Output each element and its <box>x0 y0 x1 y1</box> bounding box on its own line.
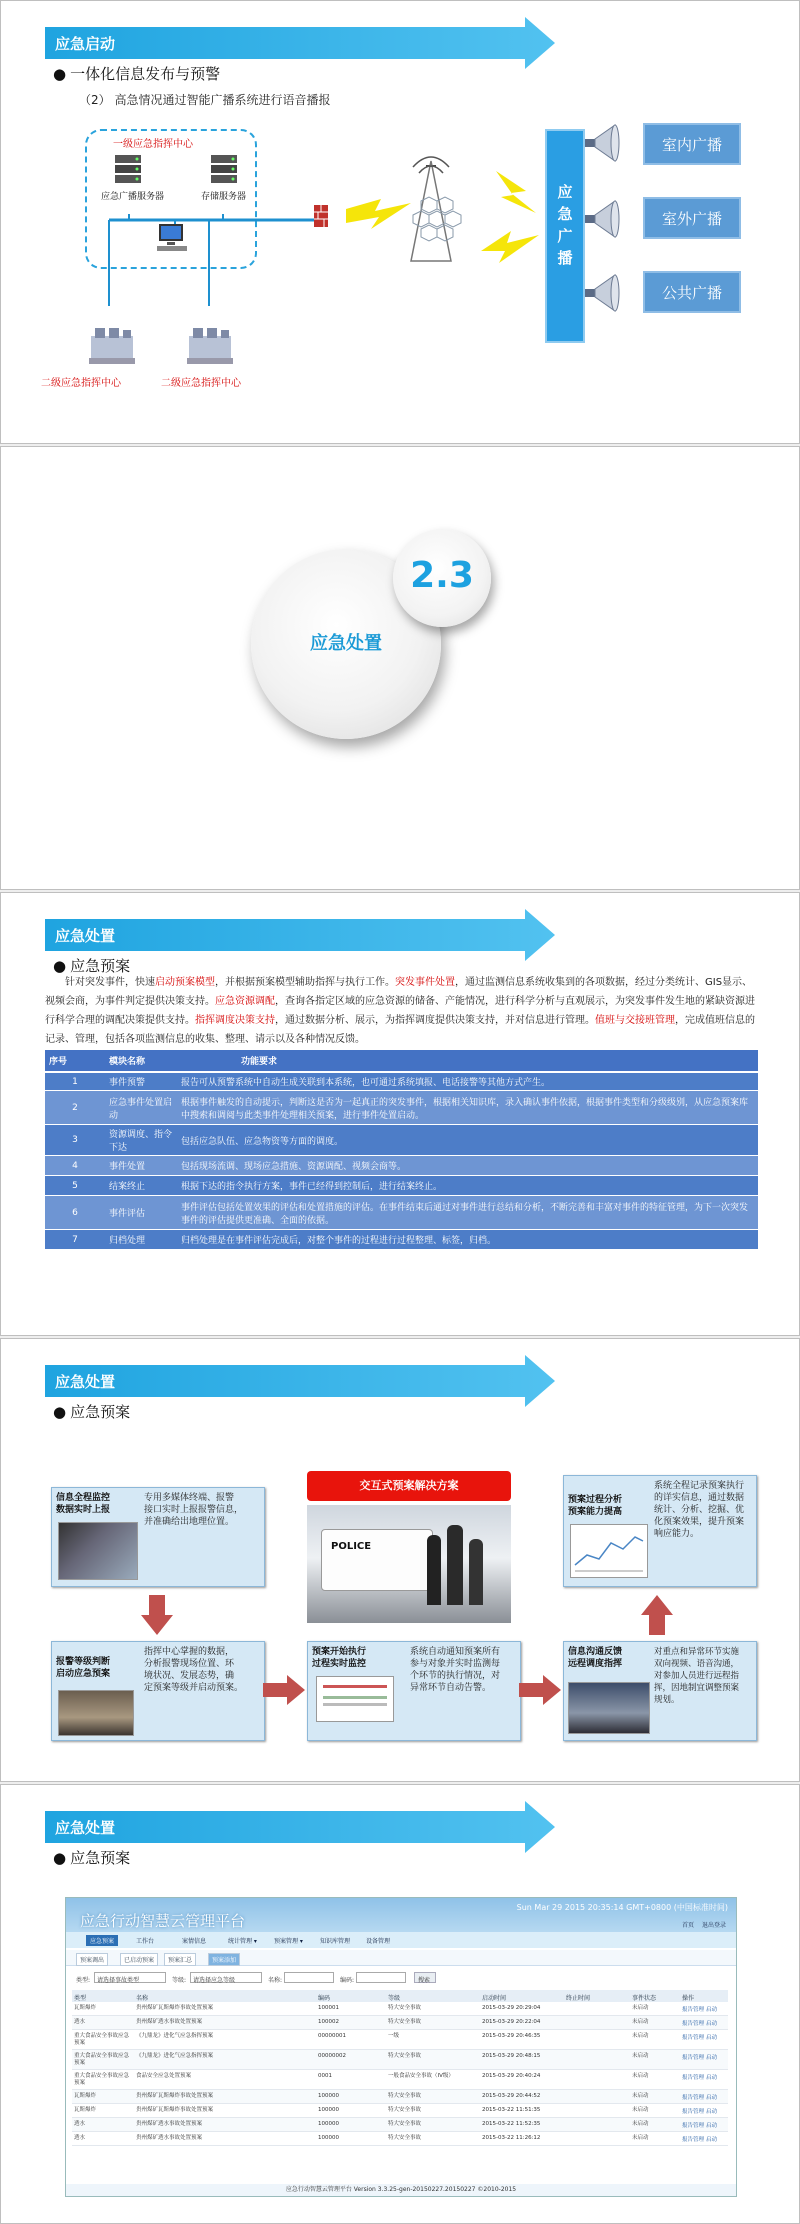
banner-arrow-shape <box>45 1801 555 1853</box>
module-table <box>45 1050 758 1250</box>
slide-platform-screenshot <box>0 1784 800 2224</box>
table-cell: 特大安全事故 <box>388 2121 422 2127</box>
branch-center-1-label: 二级应急指挥中心 <box>41 378 121 389</box>
table-cell: 2015-03-29 20:40:24 <box>482 2073 541 2079</box>
banner-arrow-shape <box>45 1355 555 1407</box>
meeting-room-photo-thumb <box>568 1682 650 1734</box>
row-module: 事件预警 <box>105 1072 177 1091</box>
row-module: 资源调度、指令下达 <box>105 1125 177 1156</box>
table-cell: 100001 <box>318 2005 339 2011</box>
report-manage-link[interactable]: 报告管理 <box>682 2109 705 2115</box>
report-manage-link[interactable]: 报告管理 <box>682 2055 705 2061</box>
table-cell: 2015-03-29 20:22:04 <box>482 2019 541 2025</box>
platform-window <box>65 1897 737 2197</box>
flow-box-feedback <box>563 1641 757 1741</box>
table-cell: 特大安全事故 <box>388 2053 422 2059</box>
start-link[interactable]: 启动 <box>706 2055 718 2061</box>
nav-item[interactable]: 统计管理 ▾ <box>228 1938 257 1945</box>
platform-footer: 应急行动智慧云管理平台 Version 3.3.25-gen-20150227.20150227 ©2010-2015 <box>66 2184 736 2196</box>
banner-title: 应急处置 <box>55 1373 116 1391</box>
row-module: 归档处理 <box>105 1230 177 1250</box>
start-link[interactable]: 启动 <box>706 2123 718 2129</box>
sub-heading: （2） 高急情况通过智能广播系统进行语音播报 <box>79 93 331 107</box>
table-cell: 特大安全事故 <box>388 2019 422 2025</box>
slide-emergency-plan-table <box>0 892 800 1336</box>
column-header: 事件状态 <box>632 1995 657 2002</box>
table-row[interactable] <box>72 2002 728 2016</box>
table-row[interactable] <box>72 2090 728 2104</box>
table-cell: 未启动 <box>632 2019 649 2025</box>
table-cell: 贵州煤矿瓦斯爆炸事故处置预案 <box>136 2107 214 2113</box>
platform-tabs <box>66 1950 736 1966</box>
column-header: 启动时间 <box>482 1995 507 2002</box>
solution-title: 交互式预案解决方案 <box>307 1471 511 1501</box>
tab-item[interactable]: 预案汇总 <box>164 1953 196 1966</box>
table-cell: 100002 <box>318 2019 339 2025</box>
table-row <box>45 1156 758 1176</box>
section-banner <box>45 1801 555 1853</box>
table-cell: 贵州煤矿透水事故处置预案 <box>136 2121 203 2127</box>
filter-type-label: 类型: <box>76 1977 91 1984</box>
start-link[interactable]: 启动 <box>706 2095 718 2101</box>
speaker-public-icon <box>585 273 621 313</box>
execution-screenshot-thumb <box>316 1676 394 1722</box>
platform-clock: Sun Mar 29 2015 20:35:14 GMT+0800 (中国标准时间) <box>516 1903 728 1912</box>
flow-box-alarm-level <box>51 1641 265 1741</box>
officer-figure <box>469 1539 483 1605</box>
column-header: 终止时间 <box>566 1995 591 2002</box>
flow-box-text: 专用多媒体终端、报警 接口实时上报报警信息， 并准确给出地理位置。 <box>144 1493 244 1527</box>
broadcast-server-label: 应急广播服务器 <box>101 192 165 202</box>
row-number: 1 <box>45 1072 105 1091</box>
start-link[interactable]: 启动 <box>706 2021 718 2027</box>
table-row <box>45 1072 758 1091</box>
flow-box-text: 系统全程记录预案执行 的详实信息，通过数据 统计、分析、挖掘、优 化预案效果，提升预案 响应能力。 <box>654 1481 745 1539</box>
desc-text: ，并根据预案模型辅助指挥与执行工作。 <box>215 977 395 988</box>
row-module: 事件评估 <box>105 1196 177 1230</box>
platform-title: 应急行动智慧云管理平台 <box>80 1912 246 1930</box>
table-cell: 未启动 <box>632 2073 649 2079</box>
table-cell: 透水 <box>74 2019 86 2025</box>
table-cell: 瓦斯爆炸 <box>74 2107 97 2113</box>
broadcast-bar-label: 应急广播 <box>557 183 573 267</box>
branch-center-1-icon <box>89 326 135 366</box>
start-link[interactable]: 启动 <box>706 2137 718 2143</box>
nav-item[interactable]: 知识库管理 <box>320 1938 351 1945</box>
table-cell: 透水 <box>74 2135 86 2141</box>
filter-name-input[interactable] <box>284 1972 334 1983</box>
col-header-module: 模块名称 <box>105 1050 177 1072</box>
section-banner <box>45 1355 555 1407</box>
table-cell: 100000 <box>318 2135 339 2141</box>
section-banner <box>45 17 555 69</box>
table-cell: 未启动 <box>632 2135 649 2141</box>
wireless-transmission-graphic <box>341 151 541 281</box>
table-row <box>45 1176 758 1196</box>
filter-type-select[interactable]: 请选择事故类型 <box>94 1972 166 1983</box>
table-cell: 未启动 <box>632 2121 649 2127</box>
user-links <box>682 1920 726 1929</box>
table-cell: 一级 <box>388 2033 400 2039</box>
table-row <box>45 1230 758 1250</box>
desc-text: 针对突发事件，快速 <box>65 977 155 988</box>
table-cell: 未启动 <box>632 2033 649 2039</box>
tab-item[interactable]: 预案调出 <box>76 1953 108 1966</box>
row-number: 4 <box>45 1156 105 1176</box>
filter-bar <box>72 1970 728 1988</box>
row-module: 结案终止 <box>105 1176 177 1196</box>
nav-item[interactable]: 案情信息 <box>182 1938 207 1945</box>
flow-box-title: 预案开始执行 过程实时监控 <box>312 1647 367 1669</box>
bullet-heading: ● 应急预案 <box>53 1401 130 1422</box>
indoor-broadcast-box: 室内广播 <box>643 123 741 165</box>
desc-text: ，通过数据分析、展示，为指挥调度提供决策支持，并对信息进行管理。 <box>275 1015 595 1026</box>
flow-box-title: 信息沟通反馈 远程调度指挥 <box>568 1647 623 1669</box>
row-requirement: 包括应急队伍、应急物资等方面的调度。 <box>177 1125 758 1156</box>
flow-box-text: 对重点和异常环节实施 双向视频、语音沟通， 对参加人员进行远程指 挥，因地制宜调整预案 规划。 <box>654 1647 740 1705</box>
monitor-screenshot-thumb <box>58 1522 138 1580</box>
platform-nav <box>66 1932 736 1948</box>
police-scene-image <box>307 1505 511 1623</box>
table-cell: 食品安全应急处置预案 <box>136 2073 192 2079</box>
workstation-icon <box>155 223 189 253</box>
row-number: 5 <box>45 1176 105 1196</box>
slide-emergency-start <box>0 0 800 444</box>
banner-arrow-shape <box>45 17 555 69</box>
tab-item[interactable]: 预案添加 <box>208 1953 240 1966</box>
table-cell: 贵州煤矿瓦斯爆炸事故处置预案 <box>136 2005 214 2011</box>
flow-box-title: 预案过程分析 预案能力提高 <box>568 1495 623 1517</box>
table-cell: 透水 <box>74 2121 86 2127</box>
command-center-label: 一级应急指挥中心 <box>113 139 193 150</box>
tab-item[interactable]: 已启动预案 <box>120 1953 158 1966</box>
table-cell: 一般食品安全事故（IV级） <box>388 2073 454 2079</box>
report-manage-link[interactable]: 报告管理 <box>682 2021 705 2027</box>
table-cell: 00000001 <box>318 2033 346 2039</box>
row-requirement: 报告可从预警系统中自动生成关联到本系统，也可通过系统填报、电话接警等其他方式产生。 <box>177 1072 758 1091</box>
desc-highlight: 启动预案模型 <box>155 977 215 988</box>
slide-interactive-plan-flow <box>0 1338 800 1782</box>
table-cell: 未启动 <box>632 2053 649 2059</box>
table-cell: 2015-03-29 20:46:35 <box>482 2033 541 2039</box>
filter-code-label: 编码: <box>340 1977 355 1984</box>
table-cell: 贵州煤矿透水事故处置预案 <box>136 2019 203 2025</box>
desc-highlight: 应急资源调配 <box>215 996 275 1007</box>
table-cell: 瓦斯爆炸 <box>74 2093 97 2099</box>
analysis-chart-thumb <box>570 1524 648 1578</box>
branch-center-2-label: 二级应急指挥中心 <box>161 378 241 389</box>
row-requirement: 归档处理是在事件评估完成后，对整个事件的过程进行过程整理、标签，归档。 <box>177 1230 758 1250</box>
bullet-heading: ● 应急预案 <box>53 1847 130 1868</box>
arrow-right-icon <box>263 1675 305 1705</box>
filter-code-input[interactable] <box>356 1972 406 1983</box>
table-row[interactable] <box>72 2016 728 2030</box>
table-row[interactable] <box>72 2070 728 2090</box>
table-header <box>72 1990 728 2002</box>
desc-text: ，完成值班信息的记录、管理，包括各项监测信息的收集、整理、请示以及各种情况反馈。 <box>45 1015 755 1045</box>
flow-box-title: 报警等级判断 启动应急预案 <box>56 1657 111 1679</box>
filter-name-label: 名称: <box>268 1977 283 1984</box>
plan-list-table <box>72 1990 728 2146</box>
banner-title: 应急处置 <box>55 1819 116 1837</box>
start-link[interactable]: 启动 <box>706 2075 718 2081</box>
slide-section-divider <box>0 446 800 890</box>
start-link[interactable]: 启动 <box>706 2109 718 2115</box>
nav-item[interactable]: 应急预案 <box>86 1935 118 1946</box>
flow-box-text: 系统自动通知预案所有 参与对象并实时监测每 个环节的执行情况，对 异常环节自动告警。 <box>410 1647 501 1693</box>
firewall-icon <box>314 205 328 227</box>
section-number: 2.3 <box>410 555 474 596</box>
filter-level-label: 等级: <box>172 1977 187 1984</box>
report-manage-link[interactable]: 报告管理 <box>682 2075 705 2081</box>
flow-box-execution <box>307 1641 521 1741</box>
table-cell: 2015-03-22 11:52:35 <box>482 2121 541 2127</box>
report-manage-link[interactable]: 报告管理 <box>682 2007 705 2013</box>
bullet-heading: ● 一体化信息发布与预警 <box>53 63 220 84</box>
logout-link[interactable]: 退出登录 <box>701 1922 726 1929</box>
table-row <box>45 1196 758 1230</box>
table-row[interactable] <box>72 2132 728 2146</box>
table-row[interactable] <box>72 2050 728 2070</box>
table-cell: 未启动 <box>632 2093 649 2099</box>
row-module: 事件处置 <box>105 1156 177 1176</box>
table-cell: 100000 <box>318 2093 339 2099</box>
arrow-up-icon <box>641 1595 673 1635</box>
public-broadcast-box: 公共广播 <box>643 271 741 313</box>
flow-box-monitoring <box>51 1487 265 1587</box>
table-cell: 贵州煤矿瓦斯爆炸事故处置预案 <box>136 2093 214 2099</box>
row-number: 6 <box>45 1196 105 1230</box>
bullet-heading: ● 应急预案 <box>53 955 130 976</box>
officer-figure <box>447 1525 463 1605</box>
table-cell: 瓦斯爆炸 <box>74 2005 97 2011</box>
desc-highlight: 指挥调度决策支持 <box>195 1015 275 1026</box>
table-cell: 贵州煤矿透水事故处置预案 <box>136 2135 203 2141</box>
report-manage-link[interactable]: 报告管理 <box>682 2095 705 2101</box>
speaker-indoor-icon <box>585 123 621 163</box>
broadcast-server-icon <box>113 153 143 187</box>
home-link[interactable]: 首页 <box>682 1922 695 1929</box>
branch-center-2-icon <box>187 326 233 366</box>
desc-highlight: 突发事件处置 <box>395 977 455 988</box>
table-cell: 未启动 <box>632 2005 649 2011</box>
column-header: 编码 <box>318 1995 331 2002</box>
police-label: POLICE <box>331 1541 372 1552</box>
officer-figure <box>427 1535 441 1605</box>
table-cell: 重大食品安全事故应急预案 <box>74 2073 130 2086</box>
filter-level-select[interactable]: 请选择应急等级 <box>190 1972 262 1983</box>
arrow-down-icon <box>141 1595 173 1635</box>
banner-title: 应急处置 <box>55 927 116 945</box>
start-link[interactable]: 启动 <box>706 2035 718 2041</box>
table-row[interactable] <box>72 2118 728 2132</box>
row-number: 2 <box>45 1091 105 1125</box>
table-cell: 特大安全事故 <box>388 2135 422 2141</box>
table-cell: 重大食品安全事故应急预案 <box>74 2053 130 2066</box>
table-cell: 《九鼎龙》进化气应急指挥预案 <box>136 2033 214 2039</box>
table-cell: 特大安全事故 <box>388 2093 422 2099</box>
table-cell: 2015-03-29 20:29:04 <box>482 2005 541 2011</box>
table-cell: 2015-03-29 20:48:15 <box>482 2053 541 2059</box>
report-manage-link[interactable]: 报告管理 <box>682 2035 705 2041</box>
column-header: 操作 <box>682 1995 695 2002</box>
table-cell: 未启动 <box>632 2107 649 2113</box>
report-manage-link[interactable]: 报告管理 <box>682 2137 705 2143</box>
storage-server-icon <box>209 153 239 187</box>
police-van <box>321 1529 433 1591</box>
row-number: 3 <box>45 1125 105 1156</box>
table-cell: 2015-03-22 11:51:35 <box>482 2107 541 2113</box>
row-requirement: 根据下达的指令执行方案，事件已经得到控制后，进行结案终止。 <box>177 1176 758 1196</box>
row-module: 应急事件处置启动 <box>105 1091 177 1125</box>
table-row <box>45 1091 758 1125</box>
table-cell: 特大安全事故 <box>388 2107 422 2113</box>
column-header: 名称 <box>136 1995 149 2002</box>
table-cell: 00000002 <box>318 2053 346 2059</box>
table-cell: 重大食品安全事故应急预案 <box>74 2033 130 2046</box>
table-cell: 《九鼎龙》进化气应急指挥预案 <box>136 2053 214 2059</box>
col-header-number: 序号 <box>45 1050 105 1072</box>
column-header: 类型 <box>74 1995 87 2002</box>
row-requirement: 事件评估包括处置效果的评估和处置措施的评估。在事件结束后通过对事件进行总结和分析，不断完善和丰富对事件的特征管理，为下一次突发事件的评估提供更准确、全面的依据。 <box>177 1196 758 1230</box>
table-cell: 2015-03-22 11:26:12 <box>482 2135 541 2141</box>
section-title: 应急处置 <box>310 633 382 654</box>
table-cell: 0001 <box>318 2073 332 2079</box>
flow-box-analysis <box>563 1475 757 1587</box>
flow-box-text: 指挥中心掌握的数据， 分析报警现场位置、环 境状况、发展态势，确 定预案等级并启动预案。 <box>144 1647 244 1693</box>
table-cell: 100000 <box>318 2107 339 2113</box>
arrow-right-icon <box>519 1675 561 1705</box>
storage-server-label: 存储服务器 <box>201 192 247 202</box>
start-link[interactable]: 启动 <box>706 2007 718 2013</box>
speaker-outdoor-icon <box>585 199 621 239</box>
flow-box-title: 信息全程监控 数据实时上报 <box>56 1493 111 1515</box>
command-room-photo-thumb <box>58 1690 134 1736</box>
table-cell: 特大安全事故 <box>388 2005 422 2011</box>
col-header-requirement: 功能要求 <box>177 1050 758 1072</box>
nav-item[interactable]: 设备管理 <box>366 1938 391 1945</box>
banner-arrow-shape <box>45 909 555 961</box>
table-cell: 100000 <box>318 2121 339 2127</box>
banner-title: 应急启动 <box>55 35 116 53</box>
plan-description <box>45 973 761 1049</box>
desc-text: ，通过监测信息系统收集到的各项数据，经过分类统计、GIS显示、视频会商，为事件判定提供决策支持。 <box>45 977 753 1007</box>
report-manage-link[interactable]: 报告管理 <box>682 2123 705 2129</box>
section-banner <box>45 909 555 961</box>
nav-item[interactable]: 预案管理 ▾ <box>274 1938 303 1945</box>
search-button[interactable]: 搜索 <box>414 1972 436 1983</box>
table-row <box>45 1125 758 1156</box>
row-requirement: 包括现场流调、现场应急措施、资源调配、视频会商等。 <box>177 1156 758 1176</box>
table-row[interactable] <box>72 2104 728 2118</box>
chart-thumb-graphic <box>571 1525 647 1577</box>
desc-highlight: 值班与交接班管理 <box>595 1015 675 1026</box>
table-row[interactable] <box>72 2030 728 2050</box>
desc-text: ，查询各指定区域的应急资源的储备、产能情况，进行科学分析与直观展示，为突发事件发生地的紧缺资源进行科学合理的调配决策提供支持。 <box>45 996 755 1026</box>
outdoor-broadcast-box: 室外广播 <box>643 197 741 239</box>
table-cell: 2015-03-29 20:44:52 <box>482 2093 541 2099</box>
row-requirement: 根据事件触发的自动提示，判断这是否为一起真正的突发事件，根据相关知识库，录入确认事件依据，根据事件类型和分级级别，从应急预案库中搜索和调阅与此类事件处理相关预案，进行事件处置启动。 <box>177 1091 758 1125</box>
row-number: 7 <box>45 1230 105 1250</box>
column-header: 等级 <box>388 1995 401 2002</box>
nav-item[interactable]: 工作台 <box>136 1938 155 1945</box>
